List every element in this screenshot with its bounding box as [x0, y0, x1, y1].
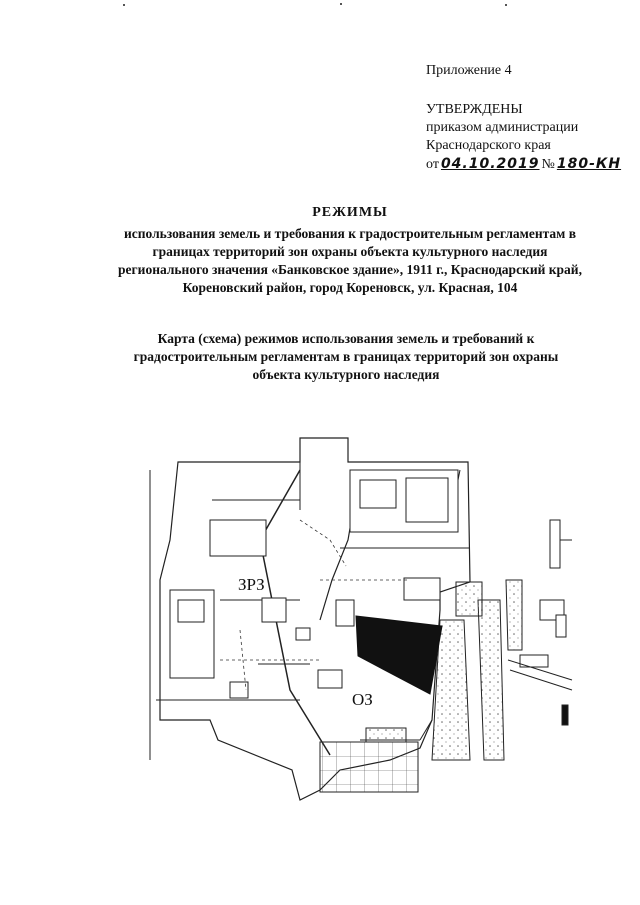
document-subtitle-line: Кореновский район, город Кореновск, ул. Красная, 104: [182, 280, 518, 295]
map-parking-strips: [432, 580, 522, 760]
cultural-heritage-object: [356, 616, 442, 694]
map-caption-line: объекта культурного наследия: [252, 367, 440, 382]
number-sign: №: [541, 157, 555, 172]
document-subtitle-line: использования земель и требования к градостроительным регламентам в: [123, 226, 577, 241]
map-hatched-area: [320, 728, 418, 792]
approved-heading: УТВЕРЖДЕНЫ: [426, 102, 523, 117]
approval-line-2: Краснодарского края: [426, 138, 551, 153]
approval-line-1: приказом администрации: [426, 120, 579, 135]
zone-label-regulation: ЗРЗ: [238, 575, 265, 594]
document-title-block: [60, 205, 640, 297]
map-caption-line: Карта (схема) режимов использования земель и требований к: [157, 331, 535, 346]
annex-number: Приложение 4: [426, 63, 512, 78]
handwritten-date: 04.10.2019: [440, 156, 540, 172]
scan-speck: [340, 3, 342, 5]
scan-speck: [123, 4, 125, 6]
document-subtitle-line: границах территорий зон охраны объекта культурного наследия: [152, 244, 548, 259]
document-title: РЕЖИМЫ: [312, 205, 388, 220]
scan-speck: [505, 4, 507, 6]
zone-label-protection: ОЗ: [352, 690, 373, 709]
date-prefix: от: [426, 157, 439, 172]
handwritten-number: 180-КН: [556, 156, 622, 172]
order-date-number: [426, 155, 623, 174]
map-caption-line: градостроительным регламентам в границах территорий зон охраны: [133, 349, 559, 364]
zone-map: [140, 420, 610, 820]
document-subtitle-line: регионального значения «Банковское здание», 1911 г., Краснодарский край,: [118, 262, 582, 277]
approval-block: [426, 62, 623, 174]
map-caption: [86, 330, 606, 384]
